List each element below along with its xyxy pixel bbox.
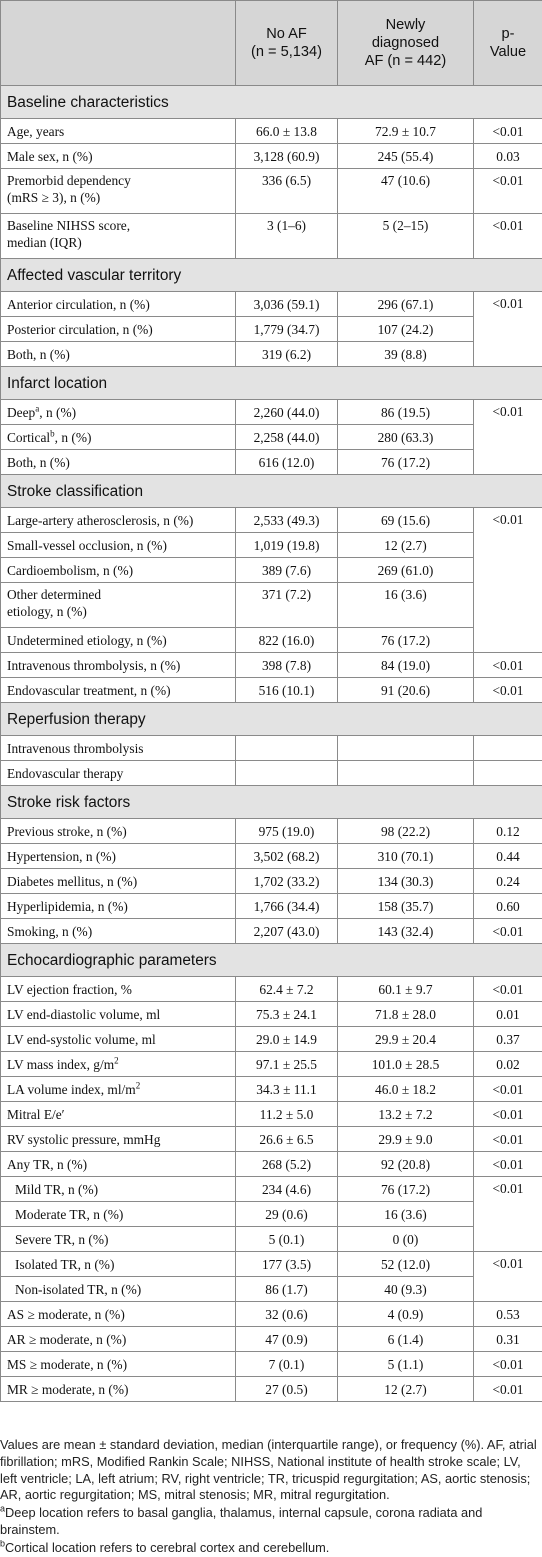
table-row: Non-isolated TR, n (%) 86 (1.7) 40 (9.3) [1, 1277, 542, 1302]
section-row [1, 703, 542, 736]
section-title: Stroke classification [1, 475, 542, 508]
table-row: Moderate TR, n (%) 29 (0.6) 16 (3.6) [1, 1202, 542, 1227]
table-footnotes [0, 1437, 538, 1557]
table-row: Severe TR, n (%) 5 (0.1) 0 (0) [1, 1227, 542, 1252]
table-row: Endovascular therapy [1, 761, 542, 786]
table-row: LA volume index, $ml/m^2$ 34.3 ± 11.1 46.0 ± 18.2 <0.01 [1, 1077, 542, 1102]
section-row [1, 786, 542, 819]
table-row: Cortical$^b$, n (%) 2,258 (44.0) 280 (63.3) [1, 425, 542, 450]
table-row: Intravenous thrombolysis, n (%) 398 (7.8) 84 (19.0) <0.01 [1, 653, 542, 678]
table-row: Both, n (%) 319 (6.2) 39 (8.8) [1, 342, 542, 367]
table-row: Posterior circulation, n (%) 1,779 (34.7) 107 (24.2) [1, 317, 542, 342]
table-row: Age, years 66.0 ± 13.8 72.9 ± 10.7 <0.01 [1, 119, 542, 144]
footnote-main: Values are mean ± standard deviation, median (interquartile range), or frequency (%). AF, atrial fibrillation; mRS, Modified Rankin Scale; NIHSS, National institute of health stroke scale; LV, left ventricle; LA, left atrium; RV, right ventricle; TR, tricuspid regurgitation; AS, aortic stenosis; AR, aortic regurgitation; MS, mitral stenosis; MR, mitral regurgitation. [0, 1437, 538, 1504]
table-row: Other determined etiology, n (%) 371 (7.2) 16 (3.6) [1, 583, 542, 628]
section-title: Echocardiographic parameters [1, 944, 542, 977]
table-row: MS ≥ moderate, n (%) 7 (0.1) 5 (1.1) <0.01 [1, 1352, 542, 1377]
table-row: AS ≥ moderate, n (%) 32 (0.6) 4 (0.9) 0.53 [1, 1302, 542, 1327]
header-row [1, 1, 542, 86]
footnote-a: $^a$Deep location refers to basal ganglia, thalamus, internal capsule, corona radiata and brainstem. [0, 1505, 538, 1539]
table-row: RV systolic pressure, mmHg 26.6 ± 6.5 29.9 ± 9.0 <0.01 [1, 1127, 542, 1152]
header-no-af: No AF (n = 5,134) [236, 1, 338, 86]
table-row: Both, n (%) 616 (12.0) 76 (17.2) [1, 450, 542, 475]
table-row: Smoking, n (%) 2,207 (43.0) 143 (32.4) <0.01 [1, 919, 542, 944]
section-title: Affected vascular territory [1, 259, 542, 292]
section-row [1, 475, 542, 508]
header-p-value: p- Value [474, 1, 542, 86]
table-row: Diabetes mellitus, n (%) 1,702 (33.2) 134 (30.3) 0.24 [1, 869, 542, 894]
table-row: Previous stroke, n (%) 975 (19.0) 98 (22.2) 0.12 [1, 819, 542, 844]
section-row [1, 367, 542, 400]
table-row: Isolated TR, n (%) 177 (3.5) 52 (12.0) <0.01 [1, 1252, 542, 1277]
table-row: Premorbid dependency (mRS ≥ 3), n (%) 336 (6.5) 47 (10.6) <0.01 [1, 169, 542, 214]
section-row [1, 944, 542, 977]
table-row: Endovascular treatment, n (%) 516 (10.1) 91 (20.6) <0.01 [1, 678, 542, 703]
table-row: AR ≥ moderate, n (%) 47 (0.9) 6 (1.4) 0.31 [1, 1327, 542, 1352]
table-row: Hyperlipidemia, n (%) 1,766 (34.4) 158 (35.7) 0.60 [1, 894, 542, 919]
header-empty [1, 1, 236, 86]
table-row: LV end-systolic volume, ml 29.0 ± 14.9 29.9 ± 20.4 0.37 [1, 1027, 542, 1052]
table-row: LV mass index, $g/m^2$ 97.1 ± 25.5 101.0 ± 28.5 0.02 [1, 1052, 542, 1077]
table-row: LV end-diastolic volume, ml 75.3 ± 24.1 71.8 ± 28.0 0.01 [1, 1002, 542, 1027]
header-new-af: Newly diagnosed AF (n = 442) [338, 1, 474, 86]
table-row: Undetermined etiology, n (%) 822 (16.0) 76 (17.2) [1, 628, 542, 653]
section-title: Infarct location [1, 367, 542, 400]
table-row: Mitral E/e′ 11.2 ± 5.0 13.2 ± 7.2 <0.01 [1, 1102, 542, 1127]
footnote-b: $^b$Cortical location refers to cerebral cortex and cerebellum. [0, 1540, 538, 1557]
section-title: Stroke risk factors [1, 786, 542, 819]
table-row: LV ejection fraction, % 62.4 ± 7.2 60.1 ± 9.7 <0.01 [1, 977, 542, 1002]
section-row [1, 86, 542, 119]
table-row: Deep$^a$, n (%) 2,260 (44.0) 86 (19.5) <0.01 [1, 400, 542, 425]
table-row: Large-artery atherosclerosis, n (%) 2,533 (49.3) 69 (15.6) <0.01 [1, 508, 542, 533]
section-title: Baseline characteristics [1, 86, 542, 119]
table-row: Cardioembolism, n (%) 389 (7.6) 269 (61.0) [1, 558, 542, 583]
table-row: Intravenous thrombolysis [1, 736, 542, 761]
table-row: Small-vessel occlusion, n (%) 1,019 (19.8) 12 (2.7) [1, 533, 542, 558]
table-row: Any TR, n (%) 268 (5.2) 92 (20.8) <0.01 [1, 1152, 542, 1177]
section-title: Reperfusion therapy [1, 703, 542, 736]
section-row [1, 259, 542, 292]
table-row: Male sex, n (%) 3,128 (60.9) 245 (55.4) 0.03 [1, 144, 542, 169]
table-row: Baseline NIHSS score, median (IQR) 3 (1–6) 5 (2–15) <0.01 [1, 214, 542, 259]
table-row: Hypertension, n (%) 3,502 (68.2) 310 (70.1) 0.44 [1, 844, 542, 869]
table-row: Anterior circulation, n (%) 3,036 (59.1) 296 (67.1) <0.01 [1, 292, 542, 317]
table-row: Mild TR, n (%) 234 (4.6) 76 (17.2) <0.01 [1, 1177, 542, 1202]
table-row: MR ≥ moderate, n (%) 27 (0.5) 12 (2.7) <0.01 [1, 1377, 542, 1402]
